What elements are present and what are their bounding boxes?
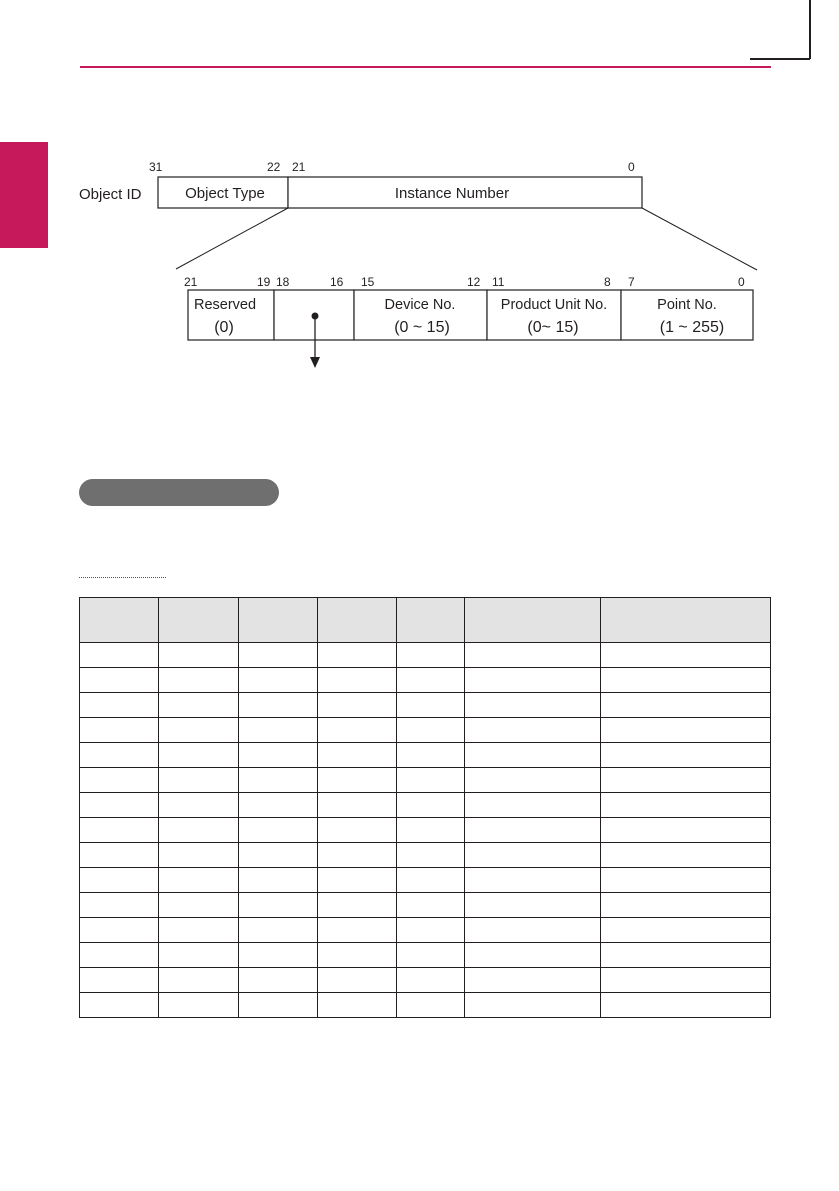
table-cell (465, 793, 601, 818)
table-cell (239, 843, 318, 868)
table-cell (465, 893, 601, 918)
table-cell (601, 893, 771, 918)
object-type-label: Object Type (185, 185, 265, 202)
table-cell (239, 868, 318, 893)
table-cell (80, 718, 159, 743)
bit-label: 16 (330, 275, 344, 289)
table-cell (397, 918, 465, 943)
product-unit-no-label: Product Unit No. (500, 297, 608, 313)
table-cell (397, 943, 465, 968)
table-cell (159, 668, 239, 693)
table-row (80, 743, 771, 768)
table-cell (318, 743, 397, 768)
table-row (80, 868, 771, 893)
table-cell (465, 843, 601, 868)
table-cell (465, 768, 601, 793)
table-cell (465, 643, 601, 668)
dotted-rule (79, 577, 166, 578)
table-cell (159, 943, 239, 968)
device-no-range: (0 ~ 15) (394, 319, 450, 336)
table-row (80, 893, 771, 918)
table-row (80, 968, 771, 993)
table-cell (601, 968, 771, 993)
table-cell (601, 643, 771, 668)
table-cell (159, 868, 239, 893)
table-header-cell (397, 598, 465, 643)
expansion-line-left (176, 208, 288, 269)
table-row (80, 793, 771, 818)
table-cell (465, 818, 601, 843)
bit-label: 15 (361, 275, 375, 289)
bit-label: 18 (276, 275, 290, 289)
bit-label: 19 (257, 275, 271, 289)
table-cell (397, 668, 465, 693)
table-cell (80, 893, 159, 918)
table-cell (80, 868, 159, 893)
table-row (80, 818, 771, 843)
reserved-label: Reserved (193, 297, 257, 313)
table-cell (80, 843, 159, 868)
table-cell (159, 843, 239, 868)
table-cell (397, 768, 465, 793)
table-cell (397, 843, 465, 868)
table-cell (318, 918, 397, 943)
product-unit-no-range: (0~ 15) (527, 319, 579, 336)
table-cell (80, 693, 159, 718)
table-cell (318, 868, 397, 893)
table-cell (465, 743, 601, 768)
table-cell (159, 818, 239, 843)
table-row (80, 918, 771, 943)
table-cell (80, 743, 159, 768)
data-table (79, 597, 771, 1018)
table-cell (318, 968, 397, 993)
table-cell (397, 718, 465, 743)
table-cell (159, 968, 239, 993)
table-cell (318, 943, 397, 968)
table-cell (397, 693, 465, 718)
arrow-down-icon (310, 357, 320, 368)
table-cell (80, 993, 159, 1018)
table-cell (465, 993, 601, 1018)
table-cell (318, 843, 397, 868)
table-row (80, 668, 771, 693)
table-cell (465, 968, 601, 993)
bit-label: 31 (149, 160, 163, 174)
instance-number-label: Instance Number (394, 185, 510, 202)
table-cell (397, 818, 465, 843)
point-no-range: (1 ~ 255) (659, 319, 725, 336)
table-cell (601, 918, 771, 943)
table-cell (159, 768, 239, 793)
table-cell (239, 943, 318, 968)
table-cell (159, 793, 239, 818)
table-cell (397, 793, 465, 818)
table-cell (159, 693, 239, 718)
table-cell (318, 643, 397, 668)
object-id-label: Object ID (79, 186, 142, 203)
table-cell (601, 843, 771, 868)
bit-label: 8 (604, 275, 611, 289)
bit-label: 11 (492, 275, 505, 289)
table-row (80, 693, 771, 718)
table-cell (159, 718, 239, 743)
table-cell (465, 943, 601, 968)
table-cell (239, 768, 318, 793)
table-cell (80, 918, 159, 943)
table-row (80, 943, 771, 968)
table-cell (601, 793, 771, 818)
expansion-line-right (642, 208, 757, 270)
table-cell (159, 743, 239, 768)
table-header-row (80, 598, 771, 643)
table-cell (80, 643, 159, 668)
table-cell (239, 993, 318, 1018)
point-no-label: Point No. (657, 297, 717, 313)
table-cell (465, 718, 601, 743)
table-header-cell (80, 598, 159, 643)
table-cell (159, 918, 239, 943)
table-row (80, 768, 771, 793)
table-cell (601, 818, 771, 843)
table-cell (239, 743, 318, 768)
table-cell (318, 893, 397, 918)
table-cell (601, 718, 771, 743)
table-cell (239, 643, 318, 668)
bit-label: 21 (292, 160, 306, 174)
table-header-cell (239, 598, 318, 643)
bit-label: 12 (467, 275, 481, 289)
table-cell (601, 668, 771, 693)
table-cell (465, 868, 601, 893)
table-row (80, 718, 771, 743)
bit-label: 0 (738, 275, 745, 289)
bit-label: 0 (628, 160, 635, 174)
table-cell (397, 968, 465, 993)
table-cell (239, 718, 318, 743)
table-cell (397, 643, 465, 668)
table-cell (465, 918, 601, 943)
table-header-cell (318, 598, 397, 643)
table-cell (601, 868, 771, 893)
table-cell (80, 768, 159, 793)
table-cell (397, 743, 465, 768)
table-cell (318, 993, 397, 1018)
table-row (80, 993, 771, 1018)
table-cell (239, 918, 318, 943)
table-cell (601, 993, 771, 1018)
table-cell (80, 968, 159, 993)
bit-label: 7 (628, 275, 635, 289)
table-cell (159, 993, 239, 1018)
table-row (80, 643, 771, 668)
table-cell (80, 668, 159, 693)
table-cell (239, 793, 318, 818)
table-cell (239, 668, 318, 693)
table-cell (397, 893, 465, 918)
table-cell (318, 693, 397, 718)
table-cell (397, 993, 465, 1018)
bit-label: 21 (184, 275, 198, 289)
table-cell (159, 893, 239, 918)
table-cell (80, 818, 159, 843)
device-no-label: Device No. (384, 297, 456, 313)
table-body (80, 643, 771, 1018)
table-cell (318, 718, 397, 743)
table-cell (239, 893, 318, 918)
table-cell (318, 768, 397, 793)
table-cell (80, 793, 159, 818)
table-cell (80, 943, 159, 968)
table-cell (465, 693, 601, 718)
table-cell (318, 793, 397, 818)
table-cell (397, 868, 465, 893)
table-cell (601, 743, 771, 768)
bit-label: 22 (267, 160, 281, 174)
table-cell (465, 668, 601, 693)
table-cell (239, 818, 318, 843)
table-cell (318, 668, 397, 693)
table-header-cell (465, 598, 601, 643)
table-cell (601, 768, 771, 793)
reserved-range: (0) (214, 319, 234, 336)
table-cell (239, 968, 318, 993)
table-cell (601, 693, 771, 718)
table-header-cell (601, 598, 771, 643)
section-heading-pill (79, 479, 279, 506)
table-cell (159, 643, 239, 668)
table-header-cell (159, 598, 239, 643)
table-cell (601, 943, 771, 968)
table-cell (318, 818, 397, 843)
table-cell (239, 693, 318, 718)
table-row (80, 843, 771, 868)
